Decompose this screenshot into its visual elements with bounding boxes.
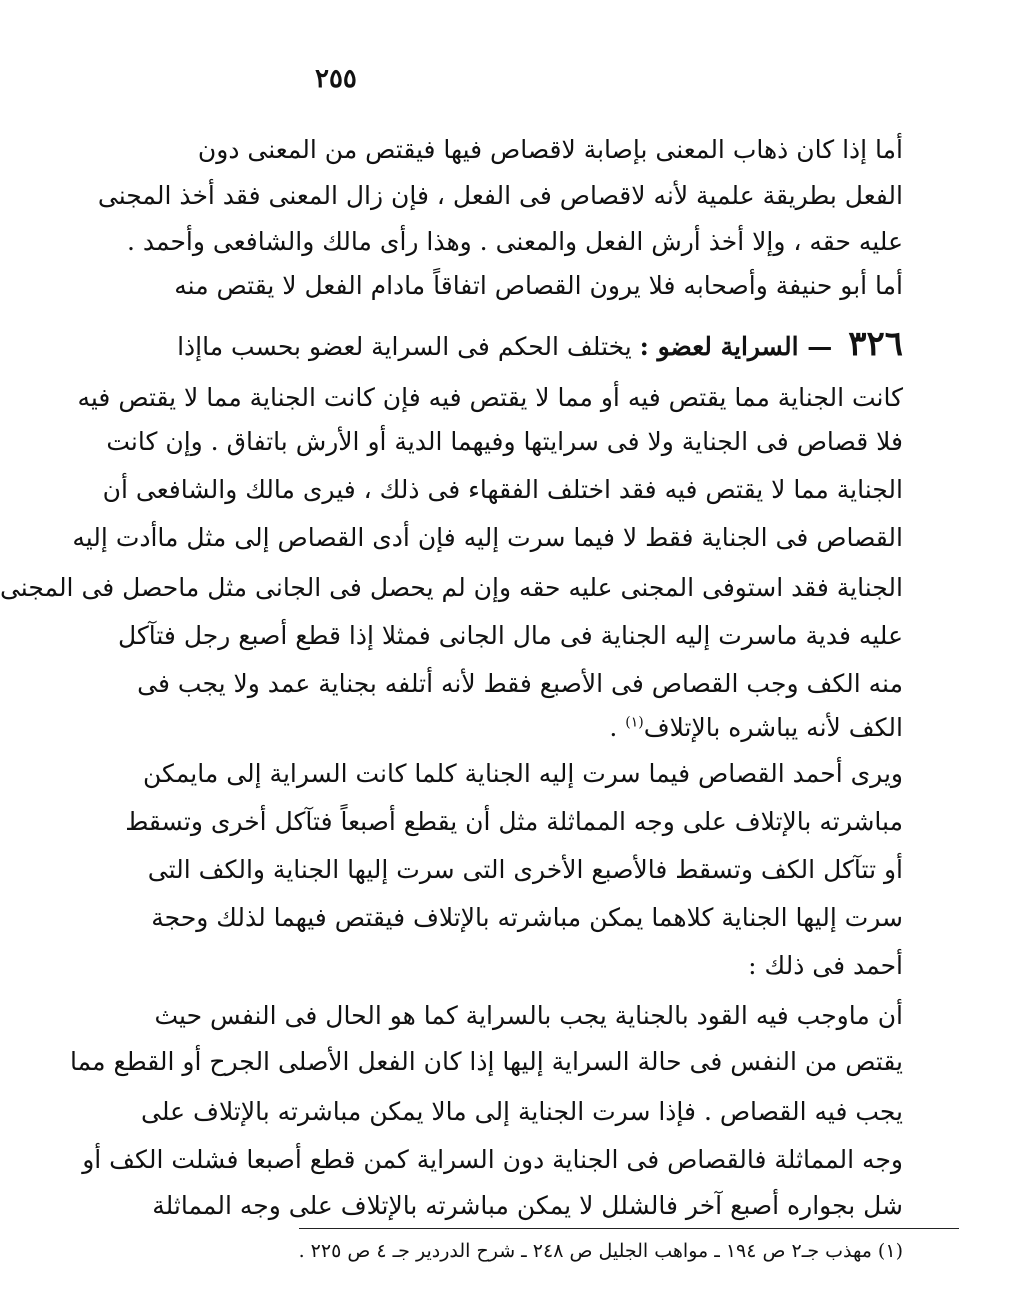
text-line-11: عليه فدية ماسرت إليه الجناية فى مال الجانى فمثلا إذا قطع أصبع رجل فتآكل (117, 621, 903, 650)
text-line-1: أما إذا كان ذهاب المعنى بإصابة لاقصاص فيها فيقتص من المعنى دون (197, 135, 903, 164)
text-line-18: أحمد فى ذلك : (748, 951, 903, 980)
text-line-4: أما أبو حنيفة وأصحابه فلا يرون القصاص اتفاقاً مادام الفعل لا يقتص منه (174, 271, 903, 300)
text-line-17: سرت إليها الجناية كلاهما يمكن مباشرته بالإتلاف فيقتص فيهما لذلك وحجة (151, 903, 903, 932)
text-line-14: ويرى أحمد القصاص فيما سرت إليه الجناية كلما كانت السراية إلى مايمكن (143, 759, 903, 788)
footnote: (١) مهذب جـ٢ ص ١٩٤ ـ مواهب الجليل ص ٢٤٨ ـ شرح الدردير جـ ٤ ص ٢٢٥ . (298, 1240, 903, 1262)
text-line-12: منه الكف وجب القصاص فى الأصبع فقط لأنه أتلفه بجناية عمد ولا يجب فى (137, 669, 903, 698)
text-line-22: وجه المماثلة فالقصاص فى الجناية دون السراية كمن قطع أصبعا فشلت الكف أو (82, 1145, 903, 1174)
text-line-23: شل بجواره أصبع آخر فالشلل لا يمكن مباشرته بالإتلاف على وجه المماثلة (152, 1191, 903, 1220)
text-line-3: عليه حقه ، وإلا أخذ أرش الفعل والمعنى . وهذا رأى مالك والشافعى وأحمد . (127, 227, 903, 256)
text-line-15: مباشرته بالإتلاف على وجه المماثلة مثل أن يقطع أصبعاً فتآكل أخرى وتسقط (125, 807, 903, 836)
text-line-6: كانت الجناية مما يقتص فيه أو مما لا يقتص فيه فإن كانت الجناية مما لا يقتص فيه (77, 383, 903, 412)
footnote-ref: (١) (625, 714, 644, 731)
text-line-19: أن ماوجب فيه القود بالجناية يجب بالسراية كما هو الحال فى النفس حيث (154, 1001, 903, 1030)
page-number: ٢٥٥ (315, 64, 357, 94)
text-line-13-body: الكف لأنه يباشره بالإتلاف (643, 713, 903, 742)
footnote-divider (299, 1228, 959, 1229)
text-line-2: الفعل بطريقة علمية لأنه لاقصاص فى الفعل ، فإن زال المعنى فقد أخذ المجنى (97, 181, 903, 210)
text-line-9: القصاص فى الجناية فقط لا فيما سرت إليه فإن أدى القصاص إلى مثل ماأدت إليه (72, 523, 903, 552)
text-line-7: فلا قصاص فى الجناية ولا فى سرايتها وفيهما الدية أو الأرش باتفاق . وإن كانت (106, 427, 903, 456)
text-line-16: أو تتآكل الكف وتسقط فالأصبع الأخرى التى سرت إليها الجناية والكف التى (147, 855, 903, 884)
text-line-13: الكف لأنه يباشره بالإتلاف$^{(١)}$ . (609, 713, 903, 742)
text-line-21: يجب فيه القصاص . فإذا سرت الجناية إلى مالا يمكن مباشرته بالإتلاف على (141, 1097, 903, 1126)
section-text: يختلف الحكم فى السراية لعضو بحسب ماإذا (177, 332, 632, 361)
section-title: — السراية لعضو : (639, 332, 833, 361)
text-line-20: يقتص من النفس فى حالة السراية إليها إذا كان الفعل الأصلى الجرح أو القطع مما (70, 1047, 903, 1076)
section-heading (177, 322, 903, 366)
text-line-8: الجناية مما لا يقتص فيه فقد اختلف الفقهاء فى ذلك ، فيرى مالك والشافعى أن (102, 475, 903, 504)
section-number: ٣٢٦ (848, 324, 903, 364)
text-line-10: الجناية فقد استوفى المجنى عليه حقه وإن لم يحصل فى الجانى مثل ماحصل فى المجنى (0, 573, 903, 602)
